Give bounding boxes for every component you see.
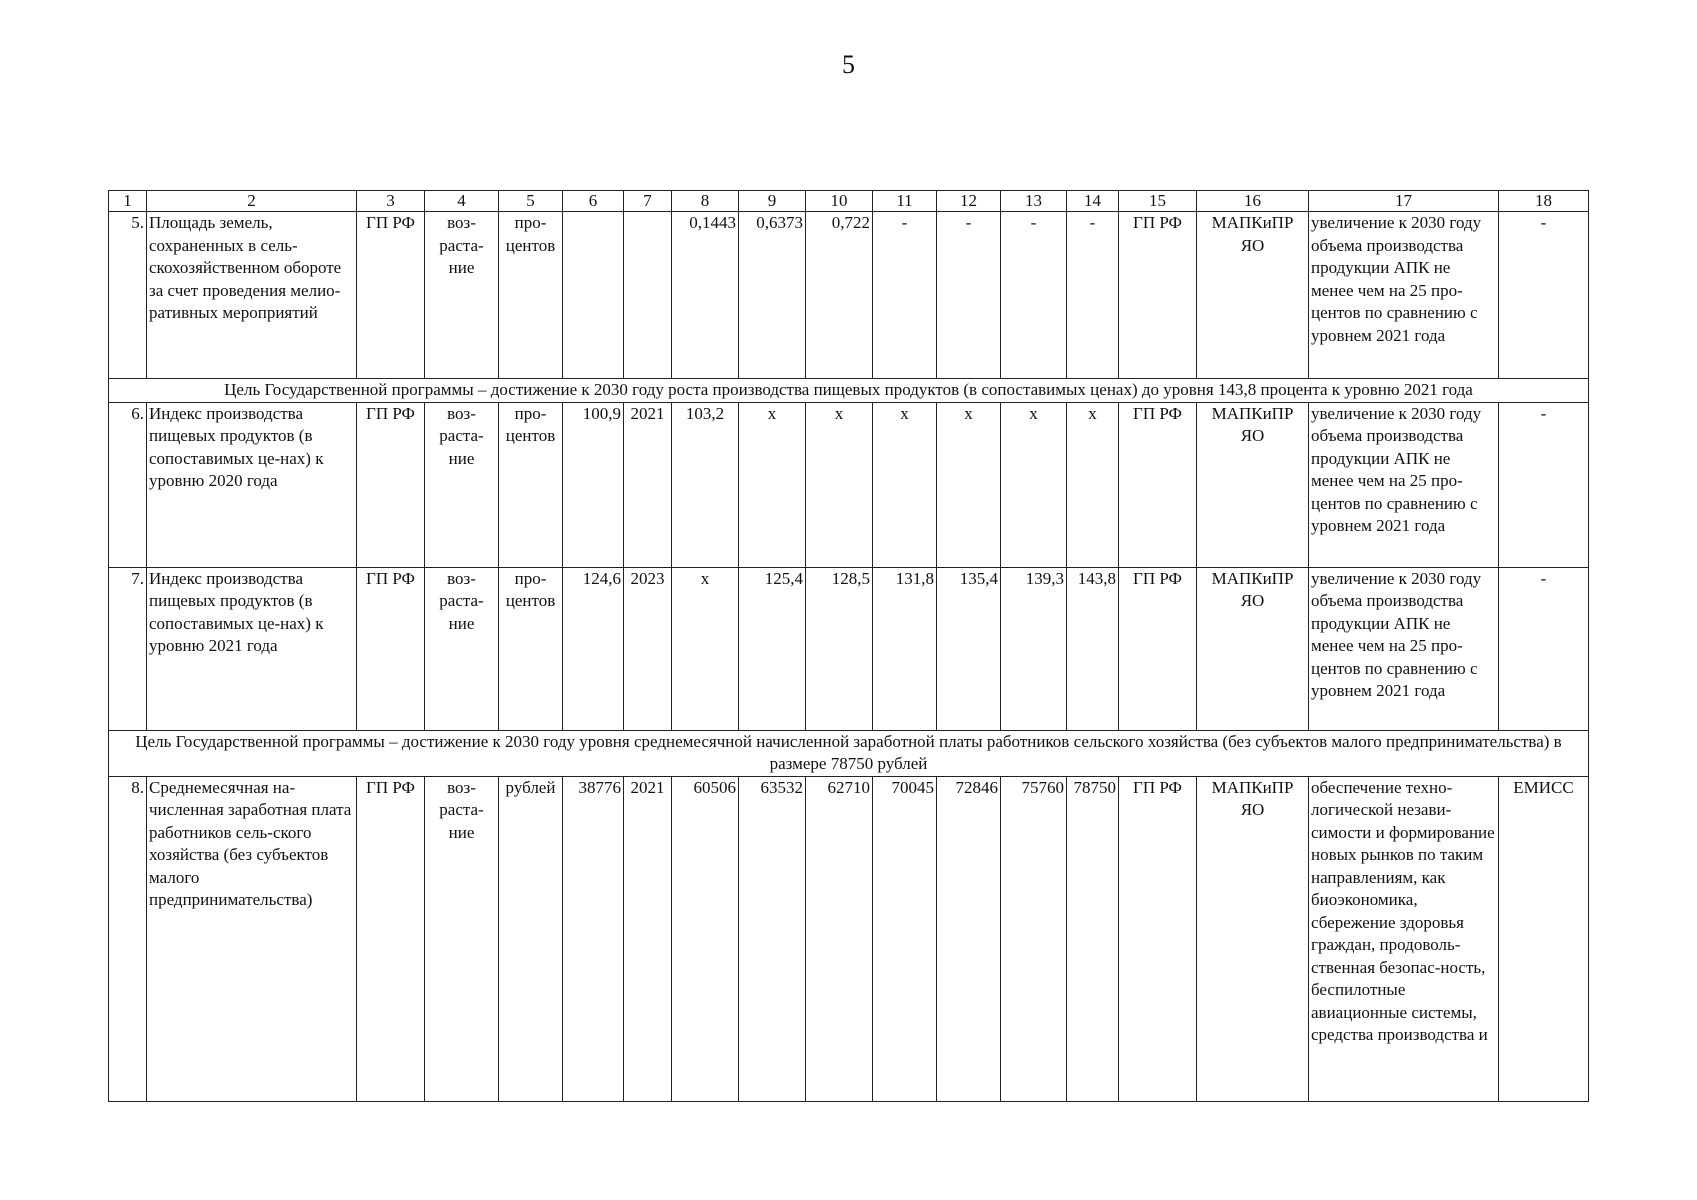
relation-cell: увеличение к 2030 году объема производства продукции АПК не менее чем на 25 про-центов по сравнению с уровнем 2021 года (1309, 567, 1499, 730)
base-year-cell: 2023 (624, 567, 672, 730)
header-cell: 4 (425, 191, 499, 212)
unit-cell: про-центов (499, 212, 563, 379)
value-cell: x (672, 567, 739, 730)
document-cell: ГП РФ (1119, 402, 1197, 567)
responsible-cell: МАПКиПР ЯО (1197, 776, 1309, 1101)
goal-text: Цель Государственной программы – достижение к 2030 году уровня среднемесячной начисленной заработной платы работников сельского хозяйства (без субъектов малого предпринимательства) в размере 78750 рублей (109, 730, 1589, 776)
value-cell: x (1001, 402, 1067, 567)
value-cell: 0,722 (806, 212, 873, 379)
row-number: 6. (109, 402, 147, 567)
value-cell: 139,3 (1001, 567, 1067, 730)
page-number: 5 (842, 50, 855, 79)
goal-row (109, 379, 1589, 403)
relation-cell: обеспечение техно-логической незави-симости и формирование новых рынков по таким направлениям, как биоэкономика, сбережение здоровья граждан, продоволь-ственная безопас-ность, беспилотные авиационные системы, средства производства и (1309, 776, 1499, 1101)
level-cell: ГП РФ (357, 402, 425, 567)
value-cell: 135,4 (937, 567, 1001, 730)
goal-text: Цель Государственной программы – достижение к 2030 году роста производства пищевых продуктов (в сопоставимых ценах) до уровня 143,8 процента к уровню 2021 года (109, 379, 1589, 403)
document-cell: ГП РФ (1119, 776, 1197, 1101)
base-value-cell (563, 212, 624, 379)
table-row (109, 212, 1589, 379)
header-cell: 1 (109, 191, 147, 212)
header-cell: 5 (499, 191, 563, 212)
header-cell: 10 (806, 191, 873, 212)
info-system-cell: - (1499, 212, 1589, 379)
header-row (109, 191, 1589, 212)
row-number: 5. (109, 212, 147, 379)
header-cell: 3 (357, 191, 425, 212)
value-cell: 70045 (873, 776, 937, 1101)
info-system-cell: - (1499, 567, 1589, 730)
header-cell: 9 (739, 191, 806, 212)
value-cell: x (937, 402, 1001, 567)
goal-row (109, 730, 1589, 776)
responsible-cell: МАПКиПР ЯО (1197, 402, 1309, 567)
value-cell: 0,1443 (672, 212, 739, 379)
row-number: 7. (109, 567, 147, 730)
info-system-cell: ЕМИСС (1499, 776, 1589, 1101)
header-cell: 16 (1197, 191, 1309, 212)
value-cell: - (937, 212, 1001, 379)
value-cell: 103,2 (672, 402, 739, 567)
value-cell: - (873, 212, 937, 379)
value-cell: 78750 (1067, 776, 1119, 1101)
header-cell: 11 (873, 191, 937, 212)
level-cell: ГП РФ (357, 212, 425, 379)
value-cell: 128,5 (806, 567, 873, 730)
responsible-cell: МАПКиПР ЯО (1197, 567, 1309, 730)
value-cell: 60506 (672, 776, 739, 1101)
indicators-table (108, 190, 1589, 1102)
value-cell: 131,8 (873, 567, 937, 730)
info-system-cell: - (1499, 402, 1589, 567)
header-cell: 18 (1499, 191, 1589, 212)
document-cell: ГП РФ (1119, 567, 1197, 730)
unit-cell: про-центов (499, 567, 563, 730)
level-cell: ГП РФ (357, 567, 425, 730)
unit-cell: про-центов (499, 402, 563, 567)
indicator-name: Среднемесячная на-численная заработная плата работников сель-ского хозяйства (без субъектов малого предпринимательства) (147, 776, 357, 1101)
table-row (109, 567, 1589, 730)
header-cell: 14 (1067, 191, 1119, 212)
base-value-cell: 124,6 (563, 567, 624, 730)
value-cell: x (806, 402, 873, 567)
value-cell: 62710 (806, 776, 873, 1101)
value-cell: 63532 (739, 776, 806, 1101)
value-cell: x (1067, 402, 1119, 567)
base-year-cell: 2021 (624, 776, 672, 1101)
value-cell: 125,4 (739, 567, 806, 730)
value-cell: - (1067, 212, 1119, 379)
indicator-name: Индекс производства пищевых продуктов (в сопоставимых це-нах) к уровню 2020 года (147, 402, 357, 567)
table-row (109, 776, 1589, 1101)
relation-cell: увеличение к 2030 году объема производства продукции АПК не менее чем на 25 про-центов по сравнению с уровнем 2021 года (1309, 212, 1499, 379)
indicator-name: Индекс производства пищевых продуктов (в сопоставимых це-нах) к уровню 2021 года (147, 567, 357, 730)
indicator-name: Площадь земель, сохраненных в сель-скохозяйственном обороте за счет проведения мелио-ративных мероприятий (147, 212, 357, 379)
trend-cell: воз-раста-ние (425, 567, 499, 730)
relation-cell: увеличение к 2030 году объема производства продукции АПК не менее чем на 25 про-центов по сравнению с уровнем 2021 года (1309, 402, 1499, 567)
value-cell: x (873, 402, 937, 567)
header-cell: 17 (1309, 191, 1499, 212)
header-cell: 12 (937, 191, 1001, 212)
value-cell: x (739, 402, 806, 567)
unit-cell: рублей (499, 776, 563, 1101)
trend-cell: воз-раста-ние (425, 212, 499, 379)
header-cell: 2 (147, 191, 357, 212)
header-cell: 8 (672, 191, 739, 212)
document-cell: ГП РФ (1119, 212, 1197, 379)
trend-cell: воз-раста-ние (425, 402, 499, 567)
row-number: 8. (109, 776, 147, 1101)
header-cell: 13 (1001, 191, 1067, 212)
value-cell: 0,6373 (739, 212, 806, 379)
responsible-cell: МАПКиПР ЯО (1197, 212, 1309, 379)
value-cell: - (1001, 212, 1067, 379)
table-row (109, 402, 1589, 567)
base-value-cell: 100,9 (563, 402, 624, 567)
header-cell: 6 (563, 191, 624, 212)
value-cell: 143,8 (1067, 567, 1119, 730)
header-cell: 15 (1119, 191, 1197, 212)
header-cell: 7 (624, 191, 672, 212)
trend-cell: воз-раста-ние (425, 776, 499, 1101)
value-cell: 75760 (1001, 776, 1067, 1101)
level-cell: ГП РФ (357, 776, 425, 1101)
base-year-cell: 2021 (624, 402, 672, 567)
value-cell: 72846 (937, 776, 1001, 1101)
base-value-cell: 38776 (563, 776, 624, 1101)
base-year-cell (624, 212, 672, 379)
